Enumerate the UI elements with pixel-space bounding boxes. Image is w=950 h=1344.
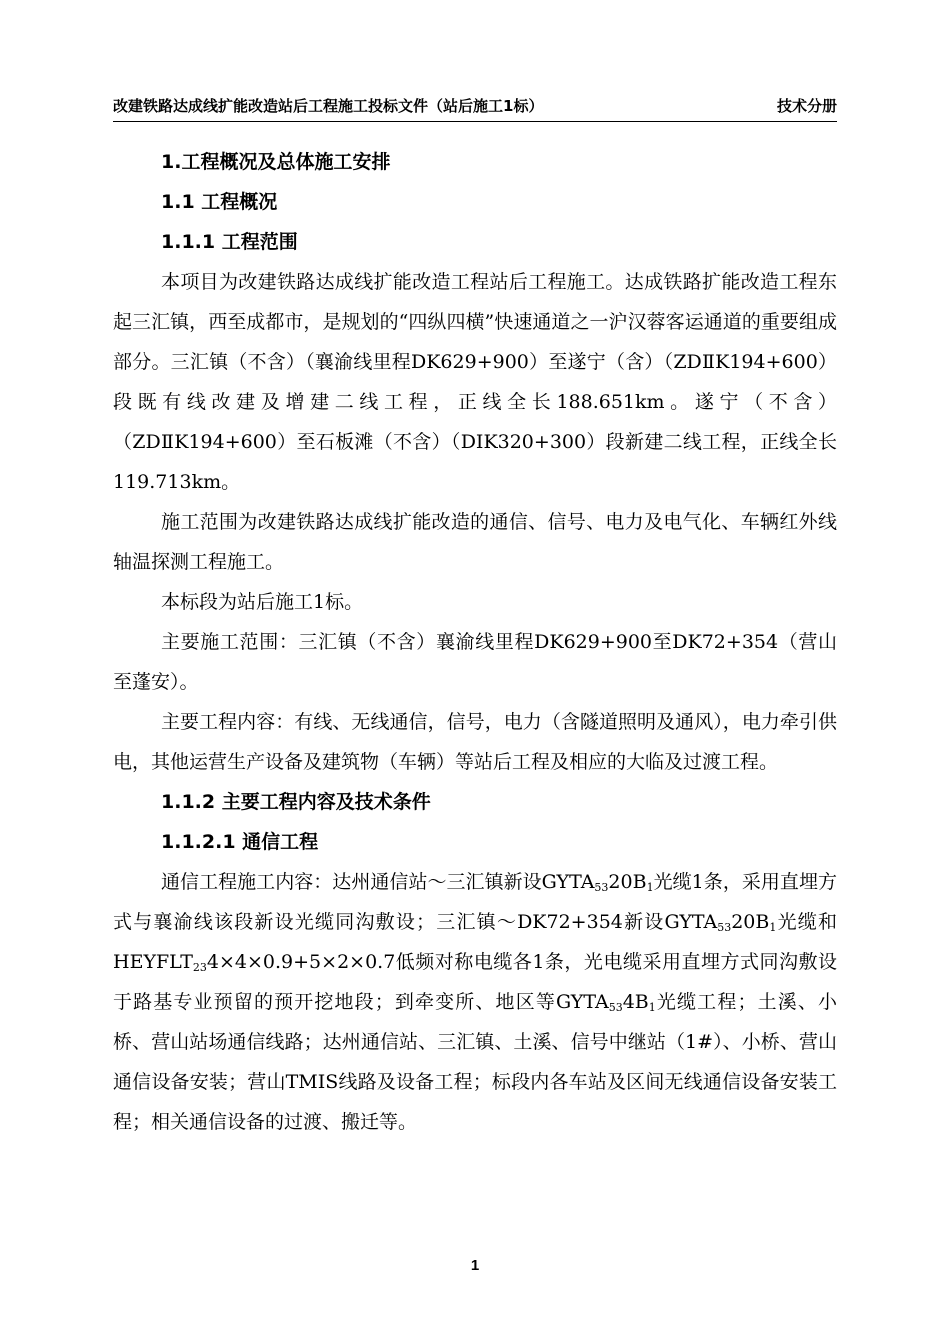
header-document-title: 改建铁路达成线扩能改造站后工程施工投标文件（站后施工1标） — [113, 97, 544, 115]
paragraph-main-scope: 主要施工范围：三汇镇（不含）襄渝线里程DK629+900至DK72+354（营山至蓬安）。 — [113, 631, 837, 693]
text-run: 4B — [622, 991, 649, 1013]
text-run: 4×4×0.9+5×2×0.7低频对称电缆各1条，光电缆采用直埋方式同沟敷设于路基专业预留的预开挖地段；到牵变所、地区等GYTA — [113, 951, 837, 1013]
subscript: 53 — [594, 881, 609, 894]
text-run: 光缆和HEYFLT — [113, 911, 837, 973]
header-volume-name: 技术分册 — [776, 97, 837, 115]
text-run: 20B — [731, 911, 770, 933]
heading-1-1: 1.1 工程概况 — [161, 191, 278, 213]
subscript: 53 — [717, 921, 732, 934]
document-body — [113, 142, 837, 1142]
page-number: 1 — [470, 1257, 480, 1274]
heading-1-1-2: 1.1.2 主要工程内容及技术条件 — [161, 791, 431, 813]
paragraph-construction-scope: 施工范围为改建铁路达成线扩能改造的通信、信号、电力及电气化、车辆红外线轴温探测工程施工。 — [113, 511, 837, 573]
subscript: 1 — [769, 921, 777, 934]
text-run: 光缆1条，采用直埋方式与襄渝线该段新设光缆同沟敷设；三汇镇～DK72+354新设GYTA — [113, 871, 837, 933]
heading-1-1-1: 1.1.1 工程范围 — [161, 231, 298, 253]
page-header — [113, 93, 837, 119]
subscript: 1 — [648, 1001, 656, 1014]
text-run: 20B — [608, 871, 647, 893]
paragraph-project-overview: 本项目为改建铁路达成线扩能改造工程站后工程施工。达成铁路扩能改造工程东起三汇镇，西至成都市，是规划的“四纵四横”快速通道之一沪汉蓉客运通道的重要组成部分。三汇镇（不含）（襄渝线里程DK629+900）至遂宁（含）（ZDⅡK194+600）段既有线改建及增建二线工程，正线全长188.651km。遂宁（不含）（ZDⅡK194+600）至石板滩（不含）（DIK320+300）段新建二线工程，正线全长119.713km。 — [113, 271, 837, 493]
text-run: 光缆工程；土溪、小桥、营山站场通信线路；达州通信站、三汇镇、土溪、信号中继站（1#）、小桥、营山通信设备安装；营山TMIS线路及设备工程；标段内各车站及区间无线通信设备安装工程；相关通信设备的过渡、搬迁等。 — [113, 991, 837, 1133]
paragraph-section-name: 本标段为站后施工1标。 — [161, 591, 364, 613]
text-run: 通信工程施工内容：达州通信站～三汇镇新设GYTA — [161, 871, 595, 893]
subscript: 1 — [646, 881, 654, 894]
paragraph-main-content: 主要工程内容：有线、无线通信，信号，电力（含隧道照明及通风），电力牵引供电，其他运营生产设备及建筑物（车辆）等站后工程及相应的大临及过渡工程。 — [113, 711, 837, 773]
subscript: 53 — [608, 1001, 623, 1014]
heading-1: 1.工程概况及总体施工安排 — [161, 151, 391, 173]
header-divider — [113, 121, 837, 122]
subscript: 23 — [192, 961, 207, 974]
paragraph-communication-works — [113, 862, 837, 1142]
heading-1-1-2-1: 1.1.2.1 通信工程 — [161, 831, 319, 853]
